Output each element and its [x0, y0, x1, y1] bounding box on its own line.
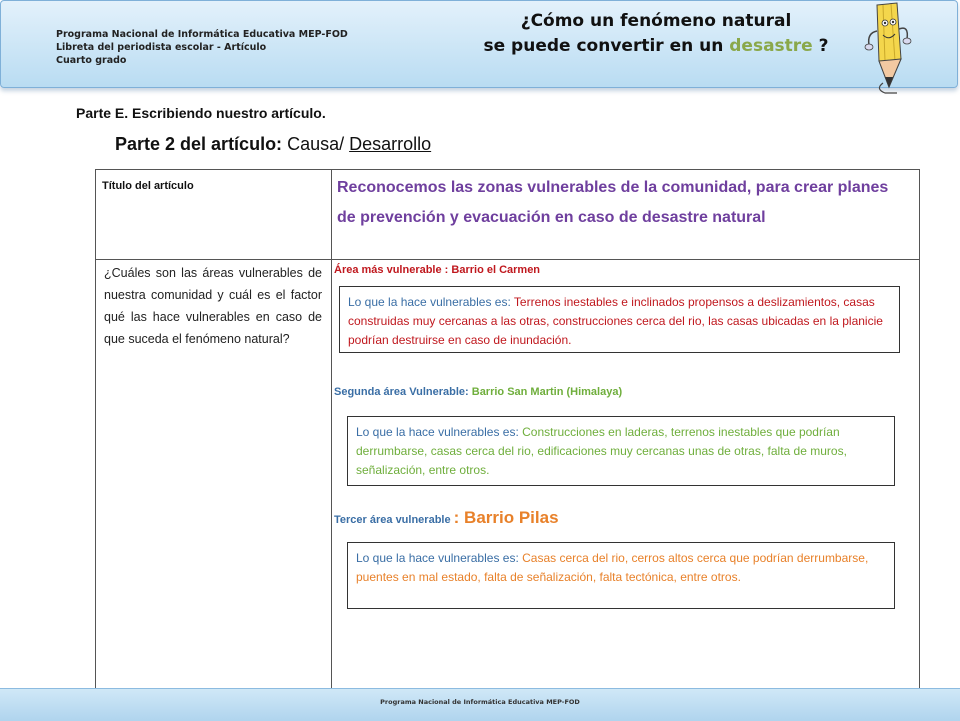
part2-bold-label: Parte 2 del artículo:: [115, 134, 283, 154]
pencil-mascot-icon: [863, 1, 925, 97]
area-3-name: : Barrio Pilas: [453, 508, 559, 527]
title-line-1: ¿Cómo un fenómeno natural: [520, 11, 792, 31]
article-title-label: Título del artículo: [102, 180, 194, 192]
notebook-name: Libreta del periodista escolar - Artículo: [56, 42, 267, 53]
header-program-info: [56, 28, 348, 67]
area-2-label-prefix: Segunda área Vulnerable:: [334, 386, 472, 398]
footer-bar: [0, 688, 960, 721]
area-1-description-box: [339, 286, 900, 353]
area-2-label: [334, 386, 622, 398]
page-title: [441, 9, 871, 59]
area-2-name: Barrio San Martin (Himalaya): [471, 386, 623, 398]
title-line-2: [441, 34, 871, 59]
area-3-label-prefix: Tercer área vulnerable: [334, 514, 454, 526]
title-highlight: desastre: [729, 36, 813, 56]
article-title-text: Reconocemos las zonas vulnerables de la comunidad, para crear planes de prevención y evacuación en caso de desastre natural: [337, 179, 889, 226]
footer-text: Programa Nacional de Informática Educativa MEP-FOD: [380, 698, 580, 706]
title-line-2-prefix: se puede convertir en un: [483, 36, 730, 56]
area-1-lead: Lo que la hace vulnerables es:: [348, 295, 514, 309]
area-3-text: Casas cerca del rio, cerros altos cerca que podrían derrumbarse, puentes en mal estado, falta de señalización, falta tectónica, entre otros.: [356, 551, 869, 584]
table-row-divider: [96, 259, 919, 260]
question-text: ¿Cuáles son las áreas vulnerables de nuestra comunidad y cuál es el factor qué las hace vulnerables en caso de que suceda el fenómeno natural?: [104, 266, 322, 346]
grade-label: Cuarto grado: [56, 55, 127, 66]
title-line-2-suffix: ?: [812, 36, 829, 56]
area-1-text: Terrenos inestables e inclinados propensos a deslizamientos, casas construidas muy cercanas a las otras, construcciones cerca del rio, las casas ubicadas en la planicie podrían destruirse en caso de inundación.: [348, 295, 883, 347]
table-column-divider: [331, 170, 332, 699]
section-heading-part-e: Parte E. Escribiendo nuestro artículo.: [76, 105, 326, 121]
article-table: [95, 169, 920, 700]
area-1-label: Área más vulnerable : Barrio el Carmen: [334, 264, 541, 276]
program-name: Programa Nacional de Informática Educativa MEP-FOD: [56, 29, 348, 40]
part2-development-label: Desarrollo: [349, 134, 432, 154]
area-3-label: [334, 508, 559, 528]
area-3-description-box: [347, 542, 895, 609]
area-3-lead: Lo que la hace vulnerables es:: [356, 551, 523, 565]
area-2-text: Construcciones en laderas, terrenos inestables que podrían derrumbarse, casas cerca del rio, edificaciones muy cercanas unas de otras, falta de muros, señalización, entre otros.: [356, 425, 847, 477]
header-banner: [0, 0, 958, 88]
section-heading-part-2: [115, 134, 431, 155]
area-2-description-box: [347, 416, 895, 486]
area-2-lead: Lo que la hace vulnerables es:: [356, 425, 523, 439]
part2-cause-label: Causa/: [282, 134, 350, 154]
